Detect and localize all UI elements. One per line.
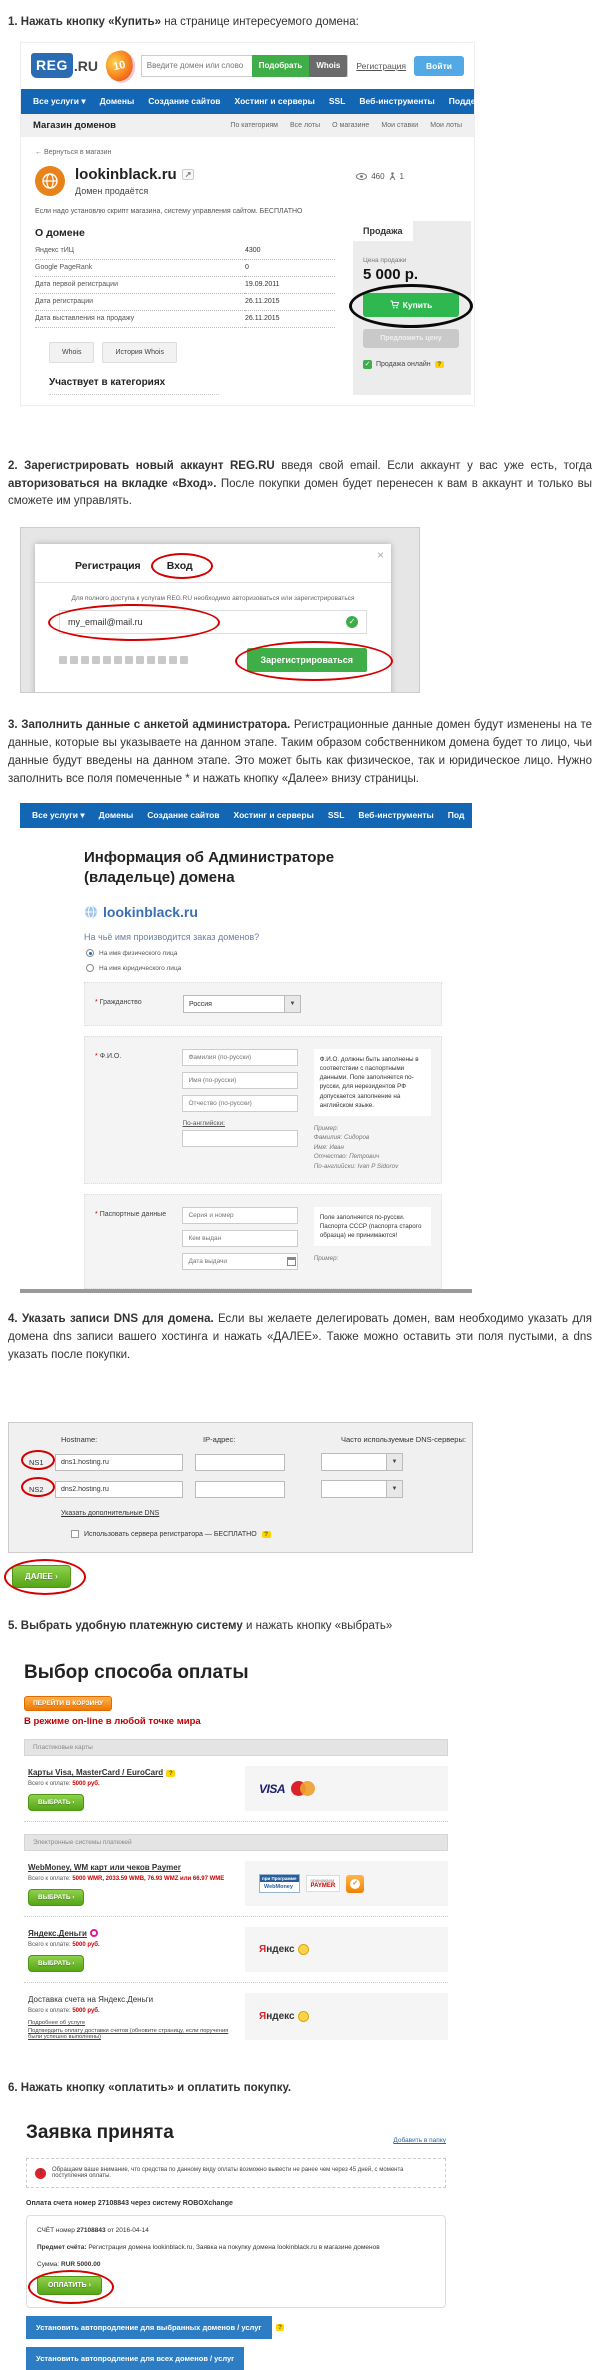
about-section xyxy=(35,221,335,395)
amount-row xyxy=(28,2008,239,2014)
payment-item-cards xyxy=(24,1756,448,1822)
help-icon[interactable]: ? xyxy=(276,2324,285,2331)
admin-domain-name: lookinblack.ru xyxy=(103,904,198,920)
radio-company-label: На имя юридического лица xyxy=(99,964,182,972)
ns2-hostname-field[interactable] xyxy=(55,1481,183,1498)
go-to-cart-button[interactable]: ПЕРЕЙТИ В КОРЗИНУ xyxy=(24,1696,112,1711)
ns1-hostname-field[interactable] xyxy=(55,1454,183,1471)
order-title: Заявка принята xyxy=(26,2122,174,2143)
withdraw-alert xyxy=(26,2158,446,2188)
table-row xyxy=(35,310,335,327)
next-button-wrap xyxy=(12,1565,82,1588)
step5-rest: и нажать кнопку «выбрать» xyxy=(242,1620,393,1633)
subject-text: Регистрация домена lookinblack.ru, Заявка на покупку домена lookinblack.ru в магазине доменов xyxy=(88,2243,380,2251)
anniversary-badge-icon: 10 xyxy=(103,48,135,83)
whois-header-button[interactable]: Whois xyxy=(309,55,347,77)
webmoney-logo-text: WebMoney xyxy=(264,1884,293,1891)
amount-label: Всего к оплате: xyxy=(28,1876,71,1883)
fio-fields xyxy=(182,1049,299,1171)
seller-promo-text: Если надо установлю скрипт магазина, систему управления сайтом. БЕСПЛАТНО xyxy=(35,207,303,215)
yandex-logo-red: Я xyxy=(259,2011,267,2023)
buy-button-label: Купить xyxy=(402,299,433,310)
required-mark: * xyxy=(95,999,98,1006)
globe-icon xyxy=(84,905,98,919)
row-label: Дата первой регистрации xyxy=(35,276,245,293)
row-value: 19.09.2011 xyxy=(245,276,335,293)
shop-link-my-bids[interactable]: Мои ставки xyxy=(381,121,419,129)
nav-item-ssl[interactable]: SSL xyxy=(328,95,346,106)
invoice-number-line xyxy=(37,2226,435,2236)
fio-panel xyxy=(84,1036,442,1184)
categories-title: Участвует в категориях xyxy=(49,377,219,395)
passport-panel xyxy=(84,1194,442,1289)
offer-price-button[interactable]: Предложить цену xyxy=(363,329,459,348)
passport-number-field[interactable] xyxy=(182,1207,298,1224)
invoice-no-label: СЧЁТ номер xyxy=(37,2227,77,2234)
row-label: Google PageRank xyxy=(35,259,245,276)
step5-bold: 5. Выбрать удобную платежную систему xyxy=(8,1620,243,1633)
payment-logos xyxy=(245,1861,448,1906)
table-row xyxy=(35,243,335,260)
row-value: 0 xyxy=(245,259,335,276)
yandex-logo-black: ндекс xyxy=(266,2011,295,2023)
buy-button[interactable] xyxy=(363,293,459,317)
payment-item-webmoney xyxy=(24,1851,448,1917)
eye-icon xyxy=(356,173,367,180)
table-row xyxy=(35,259,335,276)
amount-label: Сумма: xyxy=(37,2260,62,2268)
email-field-row xyxy=(59,610,367,634)
auth-tabs xyxy=(35,544,391,583)
tab-login[interactable] xyxy=(167,560,193,572)
more-dns-link[interactable]: Указать дополнительные DNS xyxy=(61,1510,160,1518)
amount-row xyxy=(28,1942,239,1948)
help-icon[interactable]: ? xyxy=(166,1770,175,1777)
alert-text: Обращаем ваше внимание, что средства по данному виду оплаты возможно вывести не ранее чем через 45 дней, с момента поступления оплаты. xyxy=(52,2167,404,2179)
confirm-delivery-link[interactable]: Подтвердить оплату доставки счетов (обновите страницу, если поручения были успешно выполнены) xyxy=(28,2028,229,2041)
firstname-field[interactable] xyxy=(182,1072,298,1089)
search-submit-button[interactable]: Подобрать xyxy=(252,55,310,77)
about-table xyxy=(35,243,335,328)
sale-online-row xyxy=(363,360,461,369)
yandex-money-badge-icon xyxy=(90,1929,98,1937)
step1-bold: 1. Нажать кнопку «Купить» xyxy=(8,16,162,28)
fio-label xyxy=(95,1049,182,1171)
step1-rest: на странице интересуемого домена: xyxy=(161,16,359,28)
payment-logos xyxy=(245,1927,448,1972)
pay-button[interactable]: ОПЛАТИТЬ › xyxy=(37,2276,102,2295)
step4-text xyxy=(8,1311,592,1364)
webmoney-link[interactable]: WebMoney, WM карт или чеков Paymer xyxy=(28,1863,181,1873)
payment-item-yandex xyxy=(24,1917,448,1983)
example-label: Пример: xyxy=(313,1124,339,1132)
step2-text2: После покупки домен будет перенесен к вам в аккаунт и только вы сможете им управлять. xyxy=(8,477,592,508)
regru-header xyxy=(21,43,474,89)
chevron-down-icon[interactable]: ▼ xyxy=(386,1481,402,1497)
admin-form-title: Информация об Администраторе (владельце) домена xyxy=(84,848,335,886)
radio-selected-icon[interactable] xyxy=(86,949,94,957)
invoice-amount-line xyxy=(37,2260,435,2270)
select-cards-button[interactable]: ВЫБРАТЬ › xyxy=(28,1794,84,1811)
radio-person-label: На имя физического лица xyxy=(99,949,178,957)
next-button[interactable]: ДАЛЕЕ › xyxy=(12,1565,71,1588)
domain-search-box xyxy=(141,55,349,77)
payment-subtitle: В режиме on-line в любой точке мира xyxy=(24,1716,201,1728)
shop-link-about[interactable]: О магазине xyxy=(332,121,370,129)
ns2-badge: NS2 xyxy=(29,1485,44,1495)
radio-company-row[interactable] xyxy=(86,964,472,972)
step3-rest: Регистрационные данные домен будут изменены на те данные, которые вы указываете на данном этапе. Таким образом собственником домена будет то лицо, чьи данные будут введены на данном этапе. Это может быть как физическое, так и юридическое лицо. Нужно заполнить все поля помеченные * и нажать кнопку «Далее» внизу страницы. xyxy=(8,719,592,785)
dns-row-1 xyxy=(21,1453,472,1471)
domain-title xyxy=(75,166,194,183)
tab-login-label: Вход xyxy=(166,560,193,573)
cart-icon xyxy=(390,300,399,309)
paymer-logo-top: принимаем xyxy=(310,1878,335,1884)
dns-row-2 xyxy=(21,1480,472,1498)
amount-value: 5000 руб. xyxy=(72,2008,100,2015)
nav-item-hosting[interactable]: Хостинг и серверы xyxy=(233,809,314,820)
row-label: Яндекс тИЦ xyxy=(35,243,245,260)
yandex-logo xyxy=(259,1944,309,1955)
cards-link[interactable]: Карты Visa, MasterCard / EuroCard xyxy=(28,1768,164,1778)
cards-section-header: Пластиковые карты xyxy=(24,1739,448,1756)
shop-link-all-lots[interactable]: Все лоты xyxy=(289,121,321,129)
regru-logo[interactable] xyxy=(31,53,98,78)
amount-row xyxy=(28,1876,239,1882)
autorenew-all-button[interactable]: Установить автопродление для всех доменов / услуг xyxy=(26,2347,244,2370)
amount-label: Всего к оплате: xyxy=(28,2008,71,2015)
coin-icon xyxy=(298,2011,309,2022)
citizenship-panel xyxy=(84,982,442,1026)
step2-bold2: авторизоваться на вкладке «Вход». xyxy=(8,477,217,490)
payment-method-section xyxy=(24,1662,448,2050)
payment-item-yandex-invoice xyxy=(24,1983,448,2050)
calendar-icon[interactable] xyxy=(287,1257,296,1266)
verified-badge-icon: ✓ xyxy=(346,1875,364,1893)
yandex-money-link[interactable]: Яндекс.Деньги xyxy=(28,1929,87,1939)
common-dns-label: Часто используемые DNS-серверы: xyxy=(341,1435,466,1445)
header-right xyxy=(356,56,464,76)
row-label: Дата регистрации xyxy=(35,293,245,310)
step6-bold: 6. Нажать кнопку «оплатить» и оплатить покупку. xyxy=(8,2082,292,2095)
email-field[interactable] xyxy=(60,617,346,627)
citizenship-field xyxy=(183,995,301,1013)
select-webmoney-button[interactable]: ВЫБРАТЬ › xyxy=(28,1889,84,1906)
row-value: 4300 xyxy=(245,243,335,260)
example-line: Отчество: Петрович xyxy=(313,1153,380,1161)
external-link-icon[interactable]: ↗ xyxy=(182,169,195,180)
payment-item-info xyxy=(24,1927,239,1972)
screenshot-admin-form xyxy=(20,803,472,1293)
nav-item-hosting[interactable]: Хостинг и серверы xyxy=(234,95,315,106)
whois-button[interactable]: Whois xyxy=(49,342,94,363)
yandex-invoice-link[interactable]: Доставка счета на Яндекс.Деньги xyxy=(28,1995,154,2005)
webmoney-logo xyxy=(259,1874,300,1893)
nav-item-ssl[interactable]: SSL xyxy=(327,809,345,820)
row-label: Дата выставления на продажу xyxy=(35,310,245,327)
payment-item-info xyxy=(24,1766,239,1811)
register-button-wrap xyxy=(247,648,367,672)
amount-row xyxy=(28,1781,239,1787)
dns-header-row xyxy=(61,1435,472,1444)
lastname-field[interactable] xyxy=(182,1049,298,1066)
subject-label: Предмет счёта: xyxy=(37,2243,89,2251)
passport-help-col xyxy=(314,1207,431,1276)
buy-button-wrap xyxy=(363,293,459,317)
regru-logo-tld: .RU xyxy=(73,57,98,74)
registrar-servers-label: Использовать сервера регистратора — БЕСПЛАТНО xyxy=(84,1530,257,1538)
sale-panel xyxy=(353,221,471,395)
example-line: Имя: Иван xyxy=(313,1143,345,1151)
passport-issuer-field[interactable] xyxy=(182,1230,298,1247)
paymer-logo-text: PAYMER xyxy=(310,1883,336,1890)
passport-date-wrap xyxy=(182,1253,299,1276)
yandex-logo xyxy=(259,2011,309,2022)
ns1-ip-field[interactable] xyxy=(195,1454,285,1471)
domain-status: Домен продаётся xyxy=(75,185,149,196)
nav-item-all-services[interactable]: Все услуги ▾ xyxy=(33,95,86,106)
register-submit-button[interactable]: Зарегистрироваться xyxy=(247,648,367,672)
main-nav xyxy=(20,803,472,828)
regru-logo-house: REG xyxy=(31,53,73,78)
step4-bold: 4. Указать записи DNS для домена. xyxy=(8,1312,214,1325)
fio-english-field[interactable] xyxy=(182,1130,298,1147)
step1-text xyxy=(8,14,592,32)
step6-text xyxy=(8,2080,592,2098)
help-icon[interactable]: ? xyxy=(262,1531,271,1538)
citizenship-label-text: Гражданство xyxy=(99,999,142,1006)
check-icon: ✓ xyxy=(364,360,371,368)
fio-english-label: По-английски: xyxy=(182,1120,225,1127)
emoney-section-header: Электронные системы платежей xyxy=(24,1834,448,1851)
add-to-folder-link[interactable]: Добавить в папку xyxy=(393,2137,446,2144)
invoice-box xyxy=(26,2215,446,2308)
help-icon[interactable]: ? xyxy=(435,361,444,368)
payment-title: Выбор способа оплаты xyxy=(24,1662,249,1684)
table-row xyxy=(35,293,335,310)
amount-label: Всего к оплате: xyxy=(28,1781,71,1788)
amount-label: Всего к оплате: xyxy=(28,1942,71,1949)
row-value: 26.11.2015 xyxy=(245,293,335,310)
amount-value: 5000 руб. xyxy=(72,1781,100,1788)
price-value: 5 000 р. xyxy=(363,265,419,283)
fio-example xyxy=(314,1124,431,1171)
domain-globe-icon xyxy=(35,166,65,196)
nav-item-domains[interactable]: Домены xyxy=(99,95,135,106)
mastercard-logo xyxy=(291,1781,317,1797)
example-line: Фамилия: Сидоров xyxy=(313,1134,370,1142)
screenshot-register-modal xyxy=(20,527,420,693)
ns2-ip-field[interactable] xyxy=(195,1481,285,1498)
pay-button-wrap xyxy=(37,2276,103,2295)
main-nav xyxy=(21,89,496,114)
login-button[interactable]: Войти xyxy=(414,56,464,76)
alert-icon: ! xyxy=(35,2168,46,2179)
passport-label xyxy=(95,1207,182,1276)
fio-help-col xyxy=(314,1049,431,1171)
tab-register[interactable]: Регистрация xyxy=(75,560,141,573)
shop-link-my-lots[interactable]: Мои лоты xyxy=(430,121,462,129)
nav-item-sites[interactable]: Создание сайтов xyxy=(148,95,221,106)
invoice-links xyxy=(28,2020,239,2040)
step2-bold1: 2. Зарегистрировать новый аккаунт REG.RU xyxy=(8,459,275,472)
amount-value: RUR 5000.00 xyxy=(61,2260,101,2268)
payment-logos xyxy=(245,1766,448,1811)
ns1-badge-wrap xyxy=(21,1456,55,1468)
valid-check-icon: ✓ xyxy=(346,616,358,628)
ns2-common-select[interactable] xyxy=(321,1480,403,1498)
order-accepted-section xyxy=(26,2122,446,2370)
auth-modal xyxy=(35,544,391,693)
payment-item-info xyxy=(24,1993,239,2040)
registrar-servers-row xyxy=(71,1530,472,1538)
domain-title-wrap xyxy=(75,166,194,196)
step4-rest: Если вы желаете делегировать домен, вам необходимо указать для домена dns записи вашего хостинга и нажать «ДАЛЕЕ». Также можно оставить эти поля пустыми, а dns указать после покупки. xyxy=(8,1312,592,1361)
step2-text xyxy=(8,458,592,511)
row-value: 26.11.2015 xyxy=(245,310,335,327)
amount-value: 5000 WMR, 2033.59 WMB, 76.93 WMZ или 66.97 WME xyxy=(72,1876,225,1883)
sale-online-label: Продажа онлайн xyxy=(376,360,431,368)
whois-buttons xyxy=(49,342,335,363)
passport-help-text: Поле заполняется по-русски. Паспорта СССР (паспорта старого образца) не принимаются! xyxy=(314,1207,431,1246)
modal-bottom-row xyxy=(59,648,367,672)
bidder-icon xyxy=(389,172,396,181)
step3-bold: 3. Заполнить данные с анкетой администратора. xyxy=(8,719,291,732)
radio-unselected-icon[interactable] xyxy=(86,964,94,972)
invoice-date: от 2016-04-14 xyxy=(105,2227,149,2234)
step3-text xyxy=(8,717,592,788)
amount-value: 5000 руб. xyxy=(72,1942,100,1949)
example-line: По-английски: Ivan P Sidorov xyxy=(313,1162,399,1170)
about-title: О домене xyxy=(35,226,85,239)
about-wrap xyxy=(21,221,474,395)
passport-example-label: Пример: xyxy=(313,1255,339,1263)
invoice-subject-line xyxy=(37,2243,435,2253)
payment-logos xyxy=(245,1993,448,2040)
shop-link-categories[interactable]: По категориям xyxy=(230,121,278,129)
payment-item-info xyxy=(24,1861,239,1906)
chevron-down-icon[interactable]: ▼ xyxy=(386,1454,402,1470)
paymer-logo xyxy=(306,1875,341,1892)
order-header xyxy=(26,2122,446,2144)
register-link[interactable]: Регистрация xyxy=(356,60,407,71)
screenshot-dns-form xyxy=(8,1422,473,1553)
whois-history-button[interactable]: История Whois xyxy=(102,342,177,363)
social-login-icons[interactable] xyxy=(59,656,188,664)
ns1-common-select[interactable] xyxy=(321,1453,403,1471)
radio-person-row[interactable] xyxy=(86,949,472,957)
citizenship-select[interactable] xyxy=(183,995,301,1013)
invoice-no: 27108843 xyxy=(76,2227,106,2234)
domain-name: lookinblack.ru xyxy=(75,165,177,183)
checkbox-icon[interactable] xyxy=(71,1530,79,1538)
passport-fields xyxy=(182,1207,299,1276)
autorenew-selected-button[interactable]: Установить автопродление для выбранных доменов / услуг xyxy=(26,2316,272,2339)
sale-tab[interactable]: Продажа xyxy=(353,221,413,241)
nav-item-webtools[interactable]: Веб-инструменты xyxy=(358,809,434,820)
citizenship-label xyxy=(95,995,183,1013)
autorenew-selected-row xyxy=(26,2308,446,2339)
bids-count: 1 xyxy=(399,171,404,181)
invoice-payment-line: Оплата счета номер 27108843 через систему ROBOXchange xyxy=(26,2200,233,2207)
service-details-link[interactable]: Подробнее об услуге xyxy=(28,2020,86,2027)
passport-label-text: Паспортные данные xyxy=(99,1210,167,1218)
coin-icon xyxy=(298,1944,309,1955)
required-mark: * xyxy=(95,1210,98,1218)
admin-domain-row xyxy=(84,904,472,920)
nav-item-support[interactable]: Поддержка xyxy=(448,95,496,106)
step5-text xyxy=(8,1618,592,1636)
auth-info-text: Для полного доступа к услугам REG.RU необходимо авторизоваться или зарегистрироваться xyxy=(71,595,355,603)
yandex-logo-black: ндекс xyxy=(266,1944,295,1956)
screenshot-domain-page xyxy=(20,42,496,406)
webmoney-logo-top: при Программе xyxy=(262,1876,297,1882)
ns1-badge: NS1 xyxy=(29,1458,44,1468)
select-yandex-button[interactable]: ВЫБРАТЬ › xyxy=(28,1955,84,1972)
fio-help-text: Ф.И.О. должны быть заполнены в соответствии с паспортными данными. Поле заполняется по-русски, для нерезидентов РФ допускается заполнение на английском языке. xyxy=(314,1049,431,1116)
shop-links xyxy=(230,122,462,129)
nav-item-all-services[interactable]: Все услуги ▾ xyxy=(32,809,85,820)
price-label: Цена продажи xyxy=(363,256,407,264)
close-icon[interactable]: × xyxy=(376,548,384,563)
visa-logo: VISA xyxy=(259,1781,286,1796)
domain-header-row xyxy=(35,166,474,196)
ip-label: IP-адрес: xyxy=(203,1435,236,1445)
chevron-down-icon[interactable]: ▼ xyxy=(284,996,300,1012)
domain-search-input[interactable] xyxy=(142,61,252,70)
citizenship-value: Россия xyxy=(189,1000,212,1008)
passport-date-field[interactable] xyxy=(182,1253,298,1270)
nav-item-support[interactable]: Под xyxy=(447,809,465,820)
table-row xyxy=(35,276,335,293)
ns2-badge-wrap xyxy=(21,1483,55,1495)
domain-stats xyxy=(356,166,404,181)
middlename-field[interactable] xyxy=(182,1095,298,1112)
yandex-logo-red: Я xyxy=(259,1944,267,1956)
back-to-shop-link[interactable]: ← Вернуться в магазин xyxy=(35,148,112,156)
order-name-question: На чьё имя производится заказ доменов? xyxy=(84,932,260,942)
nav-item-webtools[interactable]: Веб-инструменты xyxy=(359,95,435,106)
nav-item-domains[interactable]: Домены xyxy=(98,809,134,820)
required-mark: * xyxy=(95,1053,98,1060)
shop-title: Магазин доменов xyxy=(33,119,117,131)
hostname-label: Hostname: xyxy=(61,1435,98,1445)
fio-label-text: Ф.И.О. xyxy=(99,1053,122,1060)
shop-subnav xyxy=(21,114,474,137)
views-count: 460 xyxy=(371,171,385,181)
nav-item-sites[interactable]: Создание сайтов xyxy=(147,809,220,820)
step2-text1: введя свой email. Если аккаунт у вас уже есть, тогда xyxy=(274,459,592,472)
